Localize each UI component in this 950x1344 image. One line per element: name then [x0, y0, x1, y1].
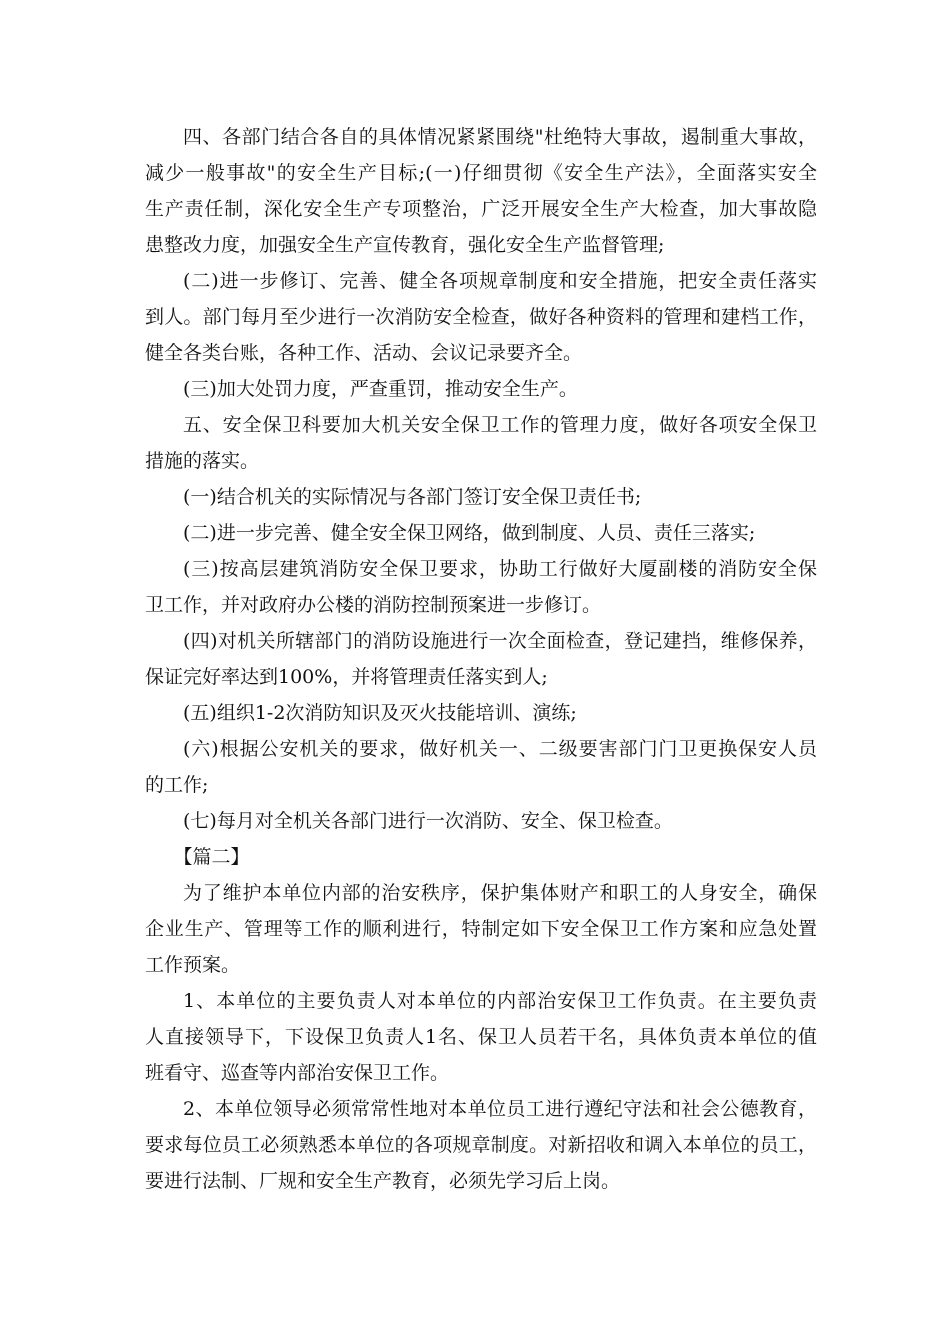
- text-line: 四、各部门结合各自的具体情况紧紧围绕"杜绝特大事故，遏制重大事故，: [183, 126, 817, 148]
- paragraph-p5-3: [145, 551, 817, 623]
- text-line: 2、本单位领导必须常常性地对本单位员工进行遵纪守法和社会公德教育，: [183, 1098, 817, 1120]
- text-line: 人直接领导下，下设保卫负责人1名、保卫人员若干名，具体负责本单位的值: [145, 1026, 817, 1048]
- text-line: (三)加大处罚力度，严查重罚，推动安全生产。: [183, 378, 578, 400]
- section-heading: [145, 839, 817, 875]
- text-line: 到人。部门每月至少进行一次消防安全检查，做好各种资料的管理和建档工作，: [145, 306, 817, 328]
- document-body: [145, 119, 817, 1199]
- text-line: 为了维护本单位内部的治安秩序，保护集体财产和职工的人身安全，确保: [183, 882, 817, 904]
- text-line: 1、本单位的主要负责人对本单位的内部治安保卫工作负责。在主要负责: [183, 990, 817, 1012]
- text-line: 减少一般事故"的安全生产目标;(一)仔细贯彻《安全生产法》，全面落实安全: [145, 162, 817, 184]
- paragraph-p5-5: [145, 695, 817, 731]
- paragraph-p5-1: [145, 479, 817, 515]
- text-line: 患整改力度，加强安全生产宣传教育，强化安全生产监督管理;: [145, 234, 665, 256]
- section-title: 【篇二】: [173, 846, 250, 868]
- text-line: 卫工作，并对政府办公楼的消防控制预案进一步修订。: [145, 594, 602, 616]
- text-line: 五、安全保卫科要加大机关安全保卫工作的管理力度，做好各项安全保卫: [183, 414, 817, 436]
- paragraph-s2-2: [145, 1091, 817, 1199]
- text-line: (二)进一步完善、健全安全保卫网络，做到制度、人员、责任三落实;: [183, 522, 756, 544]
- text-line: (三)按高层建筑消防安全保卫要求，协助工行做好大厦副楼的消防安全保: [183, 558, 817, 580]
- text-line: (七)每月对全机关各部门进行一次消防、安全、保卫检查。: [183, 810, 673, 832]
- paragraph-p5-2: [145, 515, 817, 551]
- paragraph-s2-1: [145, 983, 817, 1091]
- text-line: 的工作;: [145, 774, 209, 796]
- text-line: 保证完好率达到100%，并将管理责任落实到人;: [145, 666, 548, 688]
- paragraph-p5-6: [145, 731, 817, 803]
- text-line: 班看守、巡查等内部治安保卫工作。: [145, 1062, 450, 1084]
- text-line: (五)组织1-2次消防知识及灭火技能培训、演练;: [183, 702, 577, 724]
- text-line: 要求每位员工必须熟悉本单位的各项规章制度。对新招收和调入本单位的员工，: [145, 1134, 817, 1156]
- paragraph-p5-7: [145, 803, 817, 839]
- text-line: 措施的落实。: [145, 450, 260, 472]
- text-line: (二)进一步修订、完善、健全各项规章制度和安全措施，把安全责任落实: [183, 270, 817, 292]
- text-line: 要进行法制、厂规和安全生产教育，必须先学习后上岗。: [145, 1170, 621, 1192]
- text-line: 工作预案。: [145, 954, 241, 976]
- text-line: (一)结合机关的实际情况与各部门签订安全保卫责任书;: [183, 486, 642, 508]
- text-line: 生产责任制，深化安全生产专项整治，广泛开展安全生产大检查，加大事故隐: [145, 198, 817, 220]
- paragraph-p4-2: [145, 263, 817, 371]
- paragraph-p4-3: [145, 371, 817, 407]
- paragraph-s2-intro: [145, 875, 817, 983]
- text-line: (四)对机关所辖部门的消防设施进行一次全面检查，登记建挡，维修保养，: [183, 630, 817, 652]
- paragraph-p5-4: [145, 623, 817, 695]
- text-line: 健全各类台账，各种工作、活动、会议记录要齐全。: [145, 342, 583, 364]
- paragraph-p5: [145, 407, 817, 479]
- text-line: 企业生产、管理等工作的顺利进行，特制定如下安全保卫工作方案和应急处置: [145, 918, 817, 940]
- text-line: (六)根据公安机关的要求，做好机关一、二级要害部门门卫更换保安人员: [183, 738, 817, 760]
- paragraph-p4: [145, 119, 817, 263]
